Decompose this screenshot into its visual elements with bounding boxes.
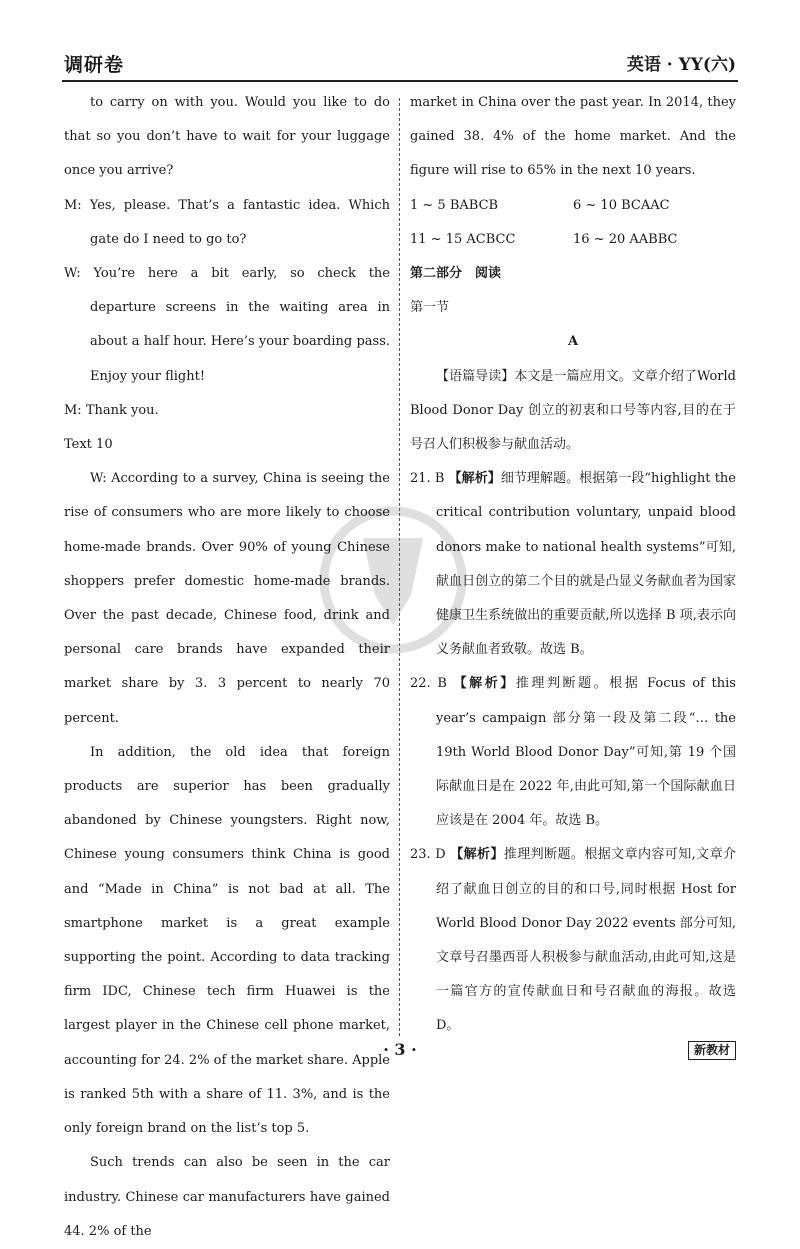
item-number: 22. B — [410, 676, 447, 692]
answer-explanation — [410, 838, 736, 1043]
right-column — [410, 86, 736, 1044]
page-number: · 3 · — [383, 1040, 417, 1059]
passage-label: A — [567, 334, 579, 350]
item-text: 推理判断题。根据文章内容可知,文章介绍了献血日创立的目的和口号,同时根据 Host for World Blood Donor Day 2022 events 部分可知,文章号召墨西哥人积极参与献血活动,由此可知,这是一篇官方的宣传献血日和号召献血的海报。故选 D。 — [436, 847, 736, 1034]
left-column — [64, 86, 390, 1249]
item-text: 细节理解题。根据第一段“highlight the critical contribution voluntary, unpaid blood donors make to national health systems”可知,献血日创立的第二个目的就是凸显义务献血者为国家健康卫生系统做出的重要贡献,所以选择 B 项,表示向义务献血者致敬。故选 B。 — [436, 471, 736, 658]
item-text: 推理判断题。根据 Focus of this year’s campaign 部分第一段及第二段“… the 19th World Blood Donor Day”可知,第 19 个国际献血日是在 2022 年,由此可知,第一个国际献血日应该是在 2004 年。故选 B。 — [436, 676, 736, 829]
item-tag: 【解析】 — [448, 471, 501, 487]
item-tag: 【解析】 — [450, 847, 504, 863]
dialogue-paragraph: M: Yes, please. That’s a fantastic idea. Which gate do I need to go to? — [64, 197, 390, 247]
answer-group: 16 ~ 20 AABBC — [573, 231, 678, 247]
dialogue-paragraph: Text 10 — [64, 437, 113, 453]
dialogue-paragraph: In addition, the old idea that foreign products are superior has been gradually abandoned by Chinese youngsters. Right now, Chinese young consumers think China is good and “Made in China” is not bad at all. The smartphone market is a great example supporting the point. According to data tracking firm IDC, Chinese tech firm Huawei is the largest player in the Chinese cell phone market, accounting for 24. 2% of the market share. Apple is ranked 5th with a share of 11. 3%, and is the only foreign brand on the list’s top 5. — [64, 744, 390, 1137]
header-subject: 英语 · YY(六) — [626, 55, 736, 75]
item-number: 23. D — [410, 847, 446, 863]
dialogue-paragraph: M: Thank you. — [64, 402, 159, 418]
item-tag: 【解析】 — [453, 676, 516, 692]
answer-row — [410, 223, 736, 257]
text-continuation: market in China over the past year. In 2014, they gained 38. 4% of the home market. And the figure will rise to 65% in the next 10 years. — [410, 95, 736, 179]
dialogue-paragraph: to carry on with you. Would you like to do that so you don’t have to wait for your luggage once you arrive? — [64, 95, 390, 179]
answer-group: 1 ~ 5 BABCB — [410, 197, 499, 213]
header-title: 调研卷 — [64, 54, 125, 76]
answer-group: 6 ~ 10 BCAAC — [573, 197, 670, 213]
dialogue-paragraph: Such trends can also be seen in the car industry. Chinese car manufacturers have gained 44. 2% of the — [64, 1155, 390, 1239]
intro-text: 本文是一篇应用文。文章介绍了World Blood Donor Day 创立的初衷和口号等内容,目的在于号召人们积极参与献血活动。 — [410, 368, 736, 453]
part-title: 第二部分 阅读 — [410, 266, 502, 282]
intro-tag: 【语篇导读】 — [436, 368, 515, 384]
answer-group: 11 ~ 15 ACBCC — [410, 231, 516, 247]
section-title: 第一节 — [410, 300, 450, 316]
column-divider — [399, 98, 400, 1036]
item-number: 21. B — [410, 471, 445, 487]
answer-row — [410, 189, 736, 223]
reading-intro — [410, 360, 736, 463]
dialogue-paragraph: W: You’re here a bit early, so check the departure screens in the waiting area in about a half hour. Here’s your boarding pass. Enjoy your flight! — [64, 266, 390, 384]
answer-explanation — [410, 462, 736, 667]
header-rule — [62, 80, 738, 82]
answer-explanation — [410, 667, 736, 838]
dialogue-paragraph: W: According to a survey, China is seeing the rise of consumers who are more likely to choose home-made brands. Over 90% of young Chinese shoppers prefer domestic home-made brands. Over the past decade, Chinese food, drink and personal care brands have expanded their market share by 3. 3 percent to nearly 70 percent. — [64, 471, 390, 726]
edition-badge: 新教材 — [688, 1041, 736, 1060]
